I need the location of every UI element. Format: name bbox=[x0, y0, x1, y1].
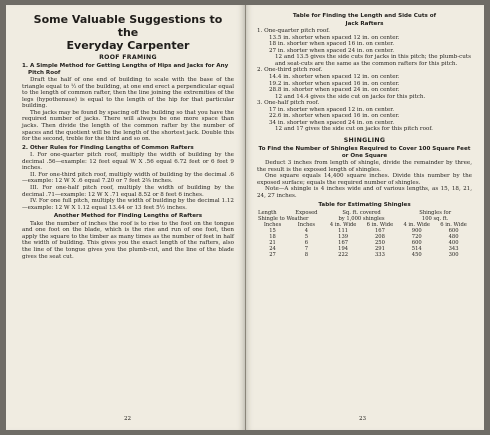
heading-hips-and-jacks: 1. A Simple Method for Getting Lengths of Hips and Jacks for Any Pitch Roof bbox=[22, 63, 229, 76]
heading-another-method: Another Method for Finding Lengths of Rafters bbox=[53, 213, 203, 220]
table-cell: 27 bbox=[269, 252, 276, 258]
paragraph-square-inches: One square equals 14,400 square inches. Divide this number by the exposed surface; equals the required number of shingles. bbox=[257, 173, 472, 186]
heading-common-rafters: 2. Other Rules for Finding Lengths of Common Rafters bbox=[22, 144, 194, 151]
table-cell: 208 bbox=[374, 234, 385, 240]
heading-shingle-count: To Find the Number of Shingles Required to Cover 100 Square Feet or One Square bbox=[258, 145, 471, 159]
list-item: 28.8 in. shorter when spaced 24 in. on center. bbox=[269, 87, 400, 94]
table-cell: 250 bbox=[374, 240, 385, 246]
table-cell: 400 bbox=[448, 240, 459, 246]
table-cell: 222 bbox=[338, 252, 349, 258]
list-item: 17 in. shorter when spaced 12 in. on center. bbox=[269, 106, 395, 113]
table-header: 6 in. Wide bbox=[366, 222, 394, 228]
table-header: Length bbox=[258, 210, 277, 216]
table-cell: 5 bbox=[304, 234, 309, 240]
table-cell: 300 bbox=[448, 252, 459, 258]
rule-third-pitch: II. For one-third pitch roof, multiply width of building by the decimal .6—example: 12 W X .6 equal 7.20 or 7 feet 2⅜ inches. bbox=[22, 171, 234, 185]
table-cell: 139 bbox=[338, 234, 349, 240]
page-number: 23 bbox=[359, 416, 367, 422]
table-cell: 111 bbox=[338, 228, 349, 234]
rule-half-pitch: III. For one-half pitch roof, multiply the width of building by the decimal .71—example: 12 W X .71 equal 8.52 or 8 feet 6 inches. bbox=[22, 184, 234, 198]
list-item: 18 in. shorter when spaced 16 in. on center. bbox=[269, 41, 395, 48]
table-cell: 24 bbox=[269, 246, 276, 252]
table-cell: 291 bbox=[374, 246, 385, 252]
table-header: Sq. ft. covered bbox=[342, 210, 381, 216]
half-pitch-item: 3. One-half pitch roof. bbox=[257, 100, 320, 107]
table-row bbox=[257, 252, 472, 258]
table-cell: 600 bbox=[411, 240, 422, 246]
paragraph-square-method: Take the number of inches the roof is to rise to the foot on the tongue and one foot on the blade, which is the rise and run of one foot, then apply the square to the timber as many times as the number of feet in half the width of building. This gives you the exact length of the rafters, also the line of the tongue gives you the plumb-cut, and the line of the blade gives the seat cut. bbox=[22, 220, 234, 260]
table-cell: 333 bbox=[374, 252, 385, 258]
table-header: Shingles for bbox=[419, 210, 452, 216]
table-header: Shingle to Weather bbox=[258, 216, 309, 222]
table-cell: 480 bbox=[448, 234, 459, 240]
shingle-estimate-table bbox=[257, 210, 472, 258]
table-cell: 194 bbox=[338, 246, 349, 252]
list-item: 22.6 in. shorter when spaced 16 in. on center. bbox=[269, 113, 400, 120]
quarter-pitch-item: 1. One-quarter pitch roof. bbox=[257, 28, 330, 35]
page-title-line-2: Everyday Carpenter bbox=[66, 39, 190, 52]
list-item: 27 in. shorter when spaced 24 in. on center. bbox=[269, 47, 395, 54]
table-header: Inches bbox=[297, 222, 316, 228]
table-cell: 514 bbox=[411, 246, 422, 252]
table-cell: 15 bbox=[269, 228, 276, 234]
book-gutter bbox=[245, 5, 246, 430]
section-heading-shingling: SHINGLING bbox=[343, 136, 386, 144]
right-page bbox=[245, 5, 484, 430]
page-title: Some Valuable Suggestions to the bbox=[33, 13, 223, 39]
third-pitch-note: 12 and 14.4 gives the side cut on jacks for this pitch. bbox=[275, 93, 426, 100]
table-header: 4 in. Wide bbox=[329, 222, 357, 228]
table-header: 100 sq. ft. bbox=[421, 216, 449, 222]
page-number: 22 bbox=[124, 416, 132, 422]
table-header: 4 in. Wide bbox=[403, 222, 430, 228]
list-item: 19.2 in. shorter when spaced 16 in. on center. bbox=[269, 80, 400, 87]
half-pitch-note: 12 and 17 gives the side cut on jacks for this pitch roof. bbox=[275, 126, 433, 133]
paragraph-exposed-length: Deduct 3 inches from length of shingle, divide the remainder by three, the result is the exposed length of shingles. bbox=[257, 160, 472, 173]
table-cell: 450 bbox=[411, 252, 422, 258]
table-header: by 1,000 shingles bbox=[338, 216, 385, 222]
quarter-pitch-note: 12 and 13.5 gives the side cuts for jacks in this pitch; the plumb-cuts and seat-cuts are the same as the common rafters for this pitch. bbox=[275, 54, 471, 67]
table-header: Exposed bbox=[295, 210, 318, 216]
list-item: 13.5 in. shorter when spaced 12 in. on center. bbox=[269, 34, 400, 41]
jack-table-title: Table for Finding the Length and Side Cuts of bbox=[292, 13, 437, 19]
list-item: 34 in. shorter when spaced 24 in. on center. bbox=[269, 119, 395, 126]
table-cell: 21 bbox=[269, 240, 276, 246]
table-cell: 720 bbox=[411, 234, 422, 240]
table-cell: 4 bbox=[304, 228, 309, 234]
rule-full-pitch: IV. For one full pitch, multiply the width of building by the decimal 1.12—example: 12 W X 1.12 equal 13.44 or 13 feet 5½ inches. bbox=[22, 198, 234, 211]
table-cell: 8 bbox=[304, 252, 309, 258]
jack-table-title-line-2: Jack Rafters bbox=[345, 20, 384, 27]
table-header: 6 in. Wide bbox=[440, 222, 467, 228]
table-cell: 167 bbox=[338, 240, 349, 246]
table-cell: 343 bbox=[448, 246, 459, 252]
paragraph-jacks: The jacks may be found by spacing off the building so that you have the required number of jacks. There will always be one more space than jacks. Then divide the length of the common rafter by the number of spaces and the quotient will be the length of the shortest jack. Double this for the second, treble for the third and so on. bbox=[22, 109, 234, 143]
section-heading-roof-framing: ROOF FRAMING bbox=[99, 54, 157, 61]
paragraph-hip-method: Draft the half of one end of building to scale with the base of the triangle equal to ½ of the building, at one end erect a perpendicular equal to the length of common rafter, then the line joining the extremities of the legs (hypothenuse) is equal to the length of the hip for that particular building. bbox=[22, 77, 234, 110]
paragraph-shingle-note: Note—A shingle is 4 inches wide and of various lengths, as 15, 18, 21, 24, 27 inches. bbox=[257, 186, 472, 199]
table-cell: 6 bbox=[304, 240, 309, 246]
third-pitch-item: 2. One-third pitch roof. bbox=[257, 67, 323, 74]
shingle-table-title: Table for Estimating Shingles bbox=[318, 202, 411, 209]
table-cell: 18 bbox=[269, 234, 276, 240]
table-cell: 600 bbox=[448, 228, 459, 234]
table-cell: 7 bbox=[304, 246, 309, 252]
left-page bbox=[6, 5, 245, 430]
table-cell: 900 bbox=[411, 228, 422, 234]
table-cell: 167 bbox=[374, 228, 385, 234]
list-item: 14.4 in. shorter when spaced 12 in. on center. bbox=[269, 74, 400, 81]
table-header: Inches bbox=[263, 222, 282, 228]
rule-quarter-pitch: I. For one-quarter pitch roof, multiply the width of building by the decimal .56—example: 12 feet equal W X .56 equal 6.72 feet or 6 feet 9 inches. bbox=[22, 152, 234, 172]
